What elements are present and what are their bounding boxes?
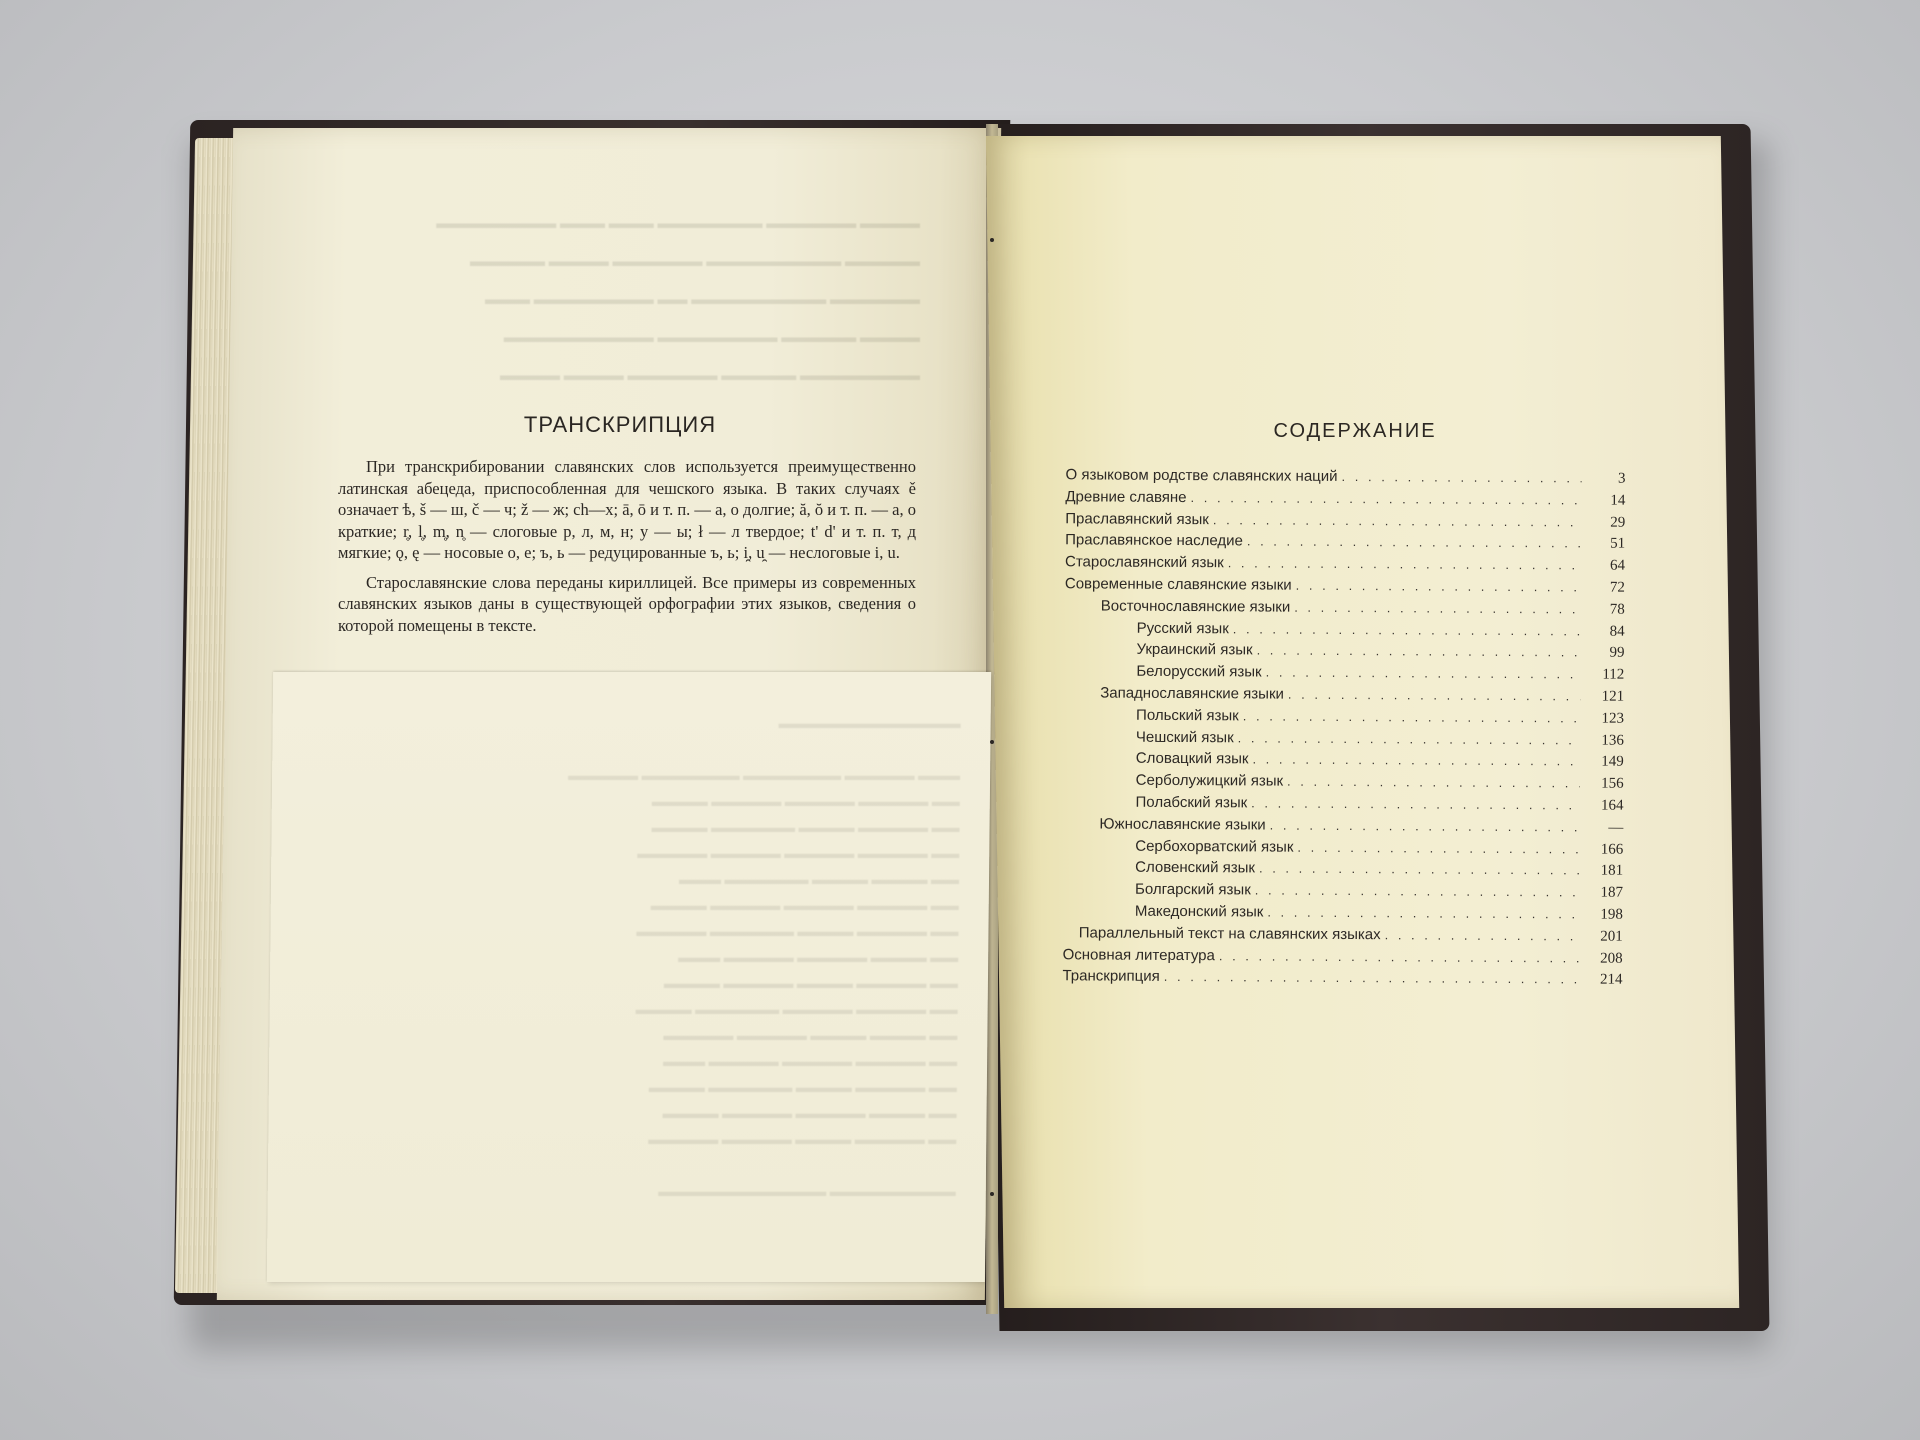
toc-entry-page: 64 — [1609, 557, 1626, 574]
toc-leader-dots — [1164, 969, 1579, 987]
toc-leader-dots — [1288, 687, 1580, 704]
toc-leader-dots — [1294, 599, 1581, 616]
toc-entry-label: Западнославянские языки — [1100, 684, 1285, 703]
toc-entry-label: Праславянское наследие — [1065, 531, 1243, 550]
toc-entry-page: 84 — [1609, 623, 1625, 640]
toc-entry-label: Восточнославянские языки — [1100, 597, 1291, 616]
toc-leader-dots — [1259, 861, 1579, 878]
toc-entry-page: 136 — [1601, 732, 1624, 749]
transcription-paragraph-1: При транскрибировании славянских слов используется преимущественно латинская абецеда, приспособленная для чешского языка. В таких случаях ě означает ѣ, š — ш, č — ч; ž — ж; ch—х; ā, ō и т. п. — а, о долгие; ă, ŏ и т. п. — а, о краткие; r̥, l̥, m̥, n̥ — слоговые р, л, м, н; y — ы; ł — л твердое; t' d' и т. п. т, д мягкие; ǫ, ę — носовые о, е; ъ, ь — редуцированные ъ, ь; i̯, u̯ — неслоговые i, u. — [338, 457, 916, 562]
binding-stitch — [990, 740, 994, 744]
toc-leader-dots — [1287, 774, 1580, 791]
toc-entry-label: Серболужицкий язык — [1135, 771, 1284, 790]
toc-entry-label: Болгарский язык — [1134, 880, 1251, 899]
toc-entry-page: 78 — [1609, 601, 1625, 618]
toc-entry-label: Современные славянские языки — [1064, 575, 1292, 594]
toc-leader-dots — [1255, 883, 1579, 900]
toc-entry-label: Белорусский язык — [1136, 662, 1262, 681]
transcription-paragraph-2: Старославянские слова переданы кириллицей. Все примеры из современных славянских языков даны в существующей орфографии этих языков, сведения о которой помещены в тексте. — [338, 572, 916, 635]
toc-leader-dots — [1238, 730, 1580, 747]
toc-entry-label: Полабский язык — [1135, 793, 1248, 812]
toc-entry-label: Сербохорватский язык — [1135, 837, 1294, 856]
contents-heading: СОДЕРЖАНИЕ — [1273, 420, 1437, 442]
table-of-contents — [1062, 466, 1625, 993]
transcription-text — [338, 456, 916, 644]
toc-entry-label: Русский язык — [1136, 619, 1229, 637]
toc-leader-dots — [1297, 839, 1579, 856]
toc-entry — [1062, 968, 1622, 993]
toc-entry-label: Чешский язык — [1135, 728, 1234, 746]
toc-entry-label: Старославянский язык — [1064, 553, 1224, 572]
toc-entry-label: О языковом родстве славянских наций — [1065, 466, 1338, 485]
toc-entry-page: 201 — [1600, 928, 1623, 945]
toc-entry-page: 164 — [1600, 797, 1624, 814]
toc-entry-label: Македонский язык — [1134, 902, 1264, 921]
toc-entry-label: Древние славяне — [1065, 488, 1187, 506]
toc-entry-page: 156 — [1601, 775, 1624, 792]
toc-entry-page: 166 — [1600, 841, 1624, 858]
toc-leader-dots — [1267, 904, 1579, 921]
toc-leader-dots — [1247, 534, 1581, 551]
binding-stitch — [990, 238, 994, 242]
toc-leader-dots — [1252, 752, 1579, 769]
toc-leader-dots — [1219, 948, 1579, 965]
toc-entry-page: 121 — [1601, 688, 1625, 705]
toc-entry-page: 3 — [1617, 470, 1626, 487]
toc-entry-label: Польский язык — [1136, 706, 1239, 725]
toc-entry-page: — — [1608, 819, 1624, 836]
toc-entry-page: 112 — [1602, 666, 1625, 683]
toc-entry-label: Основная литература — [1062, 945, 1215, 964]
toc-leader-dots — [1243, 708, 1580, 725]
toc-leader-dots — [1251, 795, 1579, 812]
binding-stitch — [990, 1192, 994, 1196]
toc-entry-label: Транскрипция — [1062, 967, 1160, 986]
toc-entry-page: 198 — [1600, 906, 1623, 923]
toc-leader-dots — [1270, 817, 1580, 834]
toc-leader-dots — [1228, 555, 1581, 572]
toc-entry-label: Словенский язык — [1135, 859, 1256, 877]
toc-leader-dots — [1296, 578, 1581, 595]
bleed-through-text: ▬▬▬▬ ▬▬▬▬▬▬ ▬▬▬▬▬▬▬ ▬▬▬ ▬▬▬ ▬▬▬▬▬▬▬▬ ▬▬▬▬▬ ▬▬▬▬▬▬▬▬▬ ▬▬▬▬▬▬ ▬▬▬▬ ▬▬▬▬▬ ▬▬▬▬▬▬ ▬▬▬▬▬▬▬▬▬ ▬▬ ▬▬▬▬▬▬▬▬ ▬▬▬ ▬▬▬▬ ▬▬▬▬▬ ▬▬▬▬▬▬▬▬ ▬▬▬▬▬▬▬▬▬▬ ▬▬▬▬▬▬▬▬ ▬▬▬▬▬ ▬▬▬▬▬▬ ▬▬▬▬ ▬▬▬▬ — [436, 216, 920, 384]
toc-leader-dots — [1385, 927, 1579, 943]
toc-entry-page: 187 — [1600, 884, 1624, 901]
toc-entry-page: 51 — [1610, 536, 1626, 553]
toc-entry-label: Южнославянские языки — [1099, 815, 1266, 834]
toc-entry-page: 14 — [1610, 492, 1626, 509]
toc-entry-page: 214 — [1599, 971, 1623, 989]
toc-entry-page: 181 — [1600, 862, 1624, 880]
toc-entry-page: 72 — [1609, 579, 1625, 596]
toc-leader-dots — [1233, 621, 1581, 638]
toc-leader-dots — [1342, 469, 1582, 485]
toc-entry-page: 99 — [1609, 644, 1625, 662]
toc-entry-label: Параллельный текст на славянских языках — [1078, 924, 1381, 943]
toc-leader-dots — [1257, 643, 1581, 660]
transcription-heading: ТРАНСКРИПЦИЯ — [523, 412, 717, 437]
toc-entry-page: 149 — [1601, 753, 1624, 771]
errata-slip — [267, 672, 991, 1282]
toc-entry-page: 29 — [1610, 514, 1626, 531]
toc-entry-label: Праславянский язык — [1065, 509, 1209, 528]
slip-bleed-through: ▬▬▬▬▬▬▬▬▬▬▬▬▬ ▬▬▬ ▬▬▬▬▬ ▬▬▬▬▬▬▬ ▬▬▬▬▬▬▬ ▬▬▬▬▬ ▬▬ ▬▬▬▬▬ ▬▬▬▬▬ ▬▬▬▬▬ ▬▬▬▬ ▬▬ ▬▬▬▬▬ ▬▬▬▬ ▬▬▬▬▬▬ ▬▬▬▬ ▬▬ ▬▬▬▬▬ ▬▬▬▬▬ ▬▬▬▬▬ ▬▬▬▬▬ ▬▬ ▬▬▬▬ ▬▬▬▬ ▬▬▬▬▬▬ ▬▬▬ ▬▬ ▬▬▬▬▬ ▬▬▬▬▬ ▬▬▬▬▬ ▬▬▬▬ ▬▬ ▬▬▬▬▬ ▬▬▬▬ ▬▬▬▬▬▬ ▬▬▬▬▬ ▬▬ ▬▬▬▬ ▬▬▬▬▬ ▬▬▬▬▬ ▬▬▬ ▬▬ ▬▬▬▬▬ ▬▬▬▬ ▬▬▬▬▬ ▬▬▬▬ ▬▬ ▬▬▬▬▬ ▬▬▬▬▬ ▬▬▬▬▬▬ ▬▬▬▬ ▬▬ ▬▬▬▬ ▬▬▬▬ ▬▬▬▬▬ ▬▬▬▬▬ ▬▬ ▬▬▬▬▬ ▬▬▬▬▬ ▬▬▬▬▬ ▬▬▬ ▬▬ ▬▬▬▬▬ ▬▬▬▬ ▬▬▬▬▬▬ ▬▬▬▬ ▬▬ ▬▬▬▬ ▬▬▬▬▬ ▬▬▬▬▬ ▬▬▬▬ ▬▬ ▬▬▬▬▬ ▬▬▬▬ ▬▬▬▬▬ ▬▬▬▬▬ ▬▬▬▬▬▬▬▬▬ ▬▬▬▬▬▬▬▬▬▬▬▬ — [568, 717, 961, 1200]
toc-leader-dots — [1266, 665, 1581, 682]
toc-entry-page: 208 — [1600, 950, 1623, 967]
toc-entry-label: Украинский язык — [1136, 641, 1253, 659]
toc-entry-label: Словацкий язык — [1135, 750, 1249, 768]
toc-leader-dots — [1213, 512, 1581, 529]
toc-entry-page: 123 — [1601, 710, 1625, 727]
toc-leader-dots — [1191, 490, 1582, 507]
